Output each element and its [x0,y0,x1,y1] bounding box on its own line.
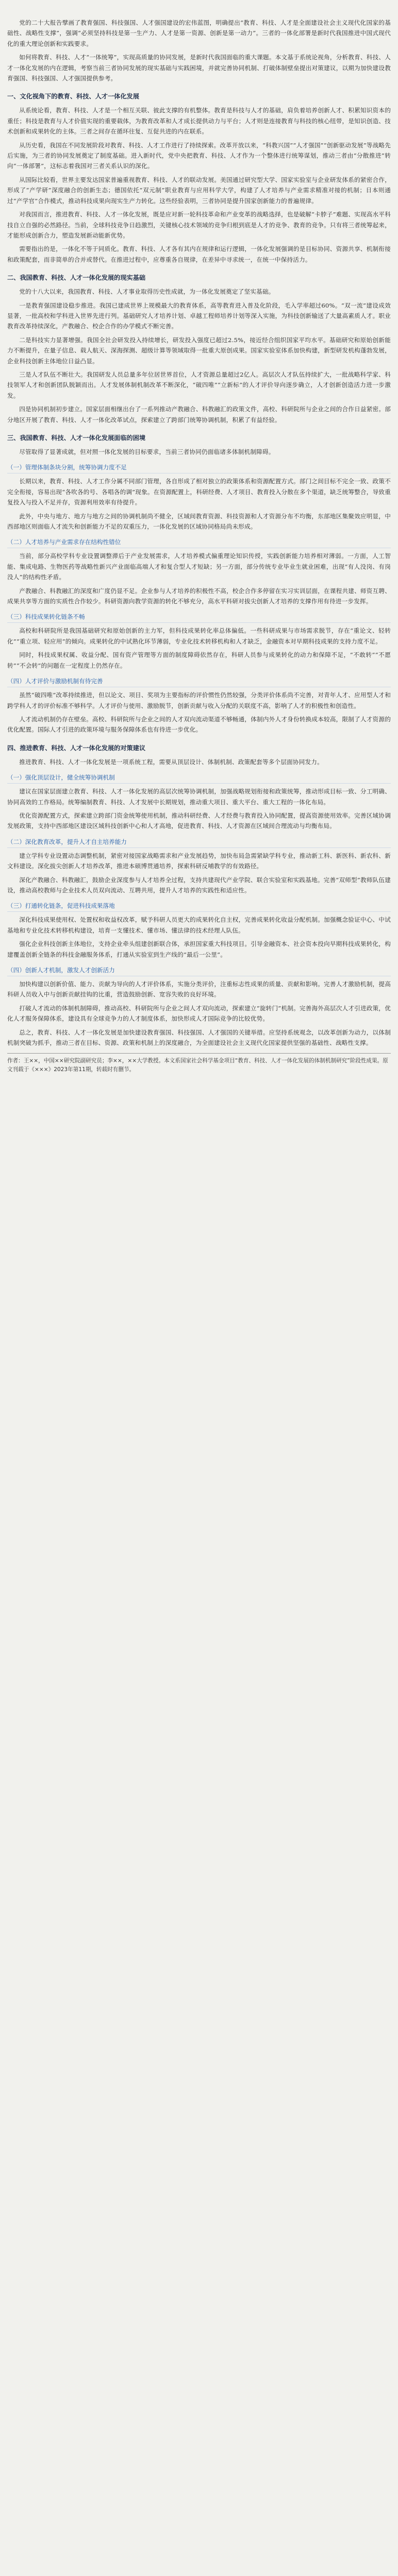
subsection-heading: （三）科技成果转化链条不畅 [7,612,391,623]
body-paragraph: 二是科技实力显著增强。我国全社会研发投入持续增长，研发投入强度已超过2.5%，接近经合组织国家平均水平。基础研究和原始创新能力不断提升，在量子信息、载人航天、深海探测、超级计算等领域取得一批重大原创成果。国家实验室体系加快构建，新型研发机构蓬勃发展，企业科技创新主体地位日益凸显。 [7,336,391,365]
footnote-divider [7,1053,391,1054]
body-paragraph: 优化资源配置方式，探索建立跨部门资金统筹使用机制，推动科研经费、人才经费与教育投入协同配置，提高资源使用效率。完善区域协调发展政策，支持中西部地区建设区域科技创新中心和人才高地，促进教育、科技、人才资源在区域间合理流动与均衡布局。 [7,811,391,830]
section-heading: 二、我国教育、科技、人才一体化发展的现实基础 [7,274,146,282]
body-paragraph: 此外，中央与地方、地方与地方之间的协调机制尚不健全，区域间教育资源、科技资源和人才资源分布不均衡，东部地区集聚效应明显，中西部地区则面临人才流失和创新能力不足的双重压力，一体化发展的区域协同格局尚未形成。 [7,512,391,531]
body-paragraph: 深化科技成果使用权、处置权和收益权改革，赋予科研人员更大的成果转化自主权，完善成果转化收益分配机制。加强概念验证中心、中试基地和专业化技术转移机构建设，培育一支懂技术、懂市场、懂法律的技术经理人队伍。 [7,916,391,934]
body-paragraph: 一是教育强国建设稳步推进。我国已建成世界上规模最大的教育体系，高等教育进入普及化阶段，毛入学率超过60%。“双一流”建设成效显著，一批高校和学科进入世界先进行列。基础研究人才培养计划、卓越工程师培养计划等深入实施，为科技创新输送了大量高素质人才。职业教育改革持续深化，产教融合、校企合作的办学模式不断完善。 [7,301,391,330]
article-footnote: 作者：王××，中国××研究院副研究员；李××，××大学教授。本文系国家社会科学基金项目“教育、科技、人才一体化发展的体制机制研究”阶段性成果。原文刊载于《×××》2023年第11期，转载时有删节。 [7,1058,388,1073]
subsection-heading: （三）打通转化链条，促进科技成果落地 [7,901,391,912]
body-paragraph: 同时，科技成果权属、收益分配、国有资产管理等方面的制度障碍依然存在，科研人员参与成果转化的动力和保障不足，“不敢转”“不愿转”“不会转”的问题在一定程度上仍然存在。 [7,651,391,669]
intro-paragraph: 如何将教育、科技、人才“一体统筹”，实现高质量的协同发展，是新时代我国面临的重大课题。本文基于系统论视角，分析教育、科技、人才一体化发展的内在逻辑，考察当前三者协同发展的现实基础与实践困境，并就完善协同机制、打破体制壁垒提出对策建议，以期为加快建设教育强国、科技强国、人才强国提供参考。 [7,54,391,82]
subsection-heading: （一）管理体制条块分割，统筹协调力度不足 [7,462,391,473]
body-paragraph: 产教融合、科教融汇的深度和广度仍显不足。企业参与人才培养的积极性不高，校企合作多停留在实习实训层面，在课程共建、师资互聘、成果共享等方面的实质性合作较少。科研资源向教学资源的转化不够充分，高水平科研对拔尖创新人才培养的支撑作用有待进一步发挥。 [7,587,391,605]
section-heading: 一、文化视角下的教育、科技、人才一体化发展 [7,93,139,100]
intro-paragraph: 党的二十大报告擘画了教育强国、科技强国、人才强国建设的宏伟蓝图，明确提出“教育、科技、人才是全面建设社会主义现代化国家的基础性、战略性支撑”，强调“必须坚持科技是第一生产力、人才是第一资源、创新是第一动力”。三者的一体化部署是新时代我国推进中国式现代化的重大理论创新和实践要求。 [7,19,391,47]
body-paragraph: 虽然“破四唯”改革持续推进，但以论文、项目、奖项为主要指标的评价惯性仍然较强，分类评价体系尚不完善，对青年人才、应用型人才和跨学科人才的评价标准不够科学。人才评价与使用、激励脱节，创新贡献与收入分配的关联度不高，影响了人才的积极性和创造性。 [7,691,391,709]
body-paragraph: 尽管取得了显著成就，但对照一体化发展的目标要求，当前三者协同仍面临诸多体制机制障碍。 [19,448,275,455]
body-paragraph: 对我国而言，推进教育、科技、人才一体化发展，既是应对新一轮科技革命和产业变革的战略选择，也是破解“卡脖子”难题、实现高水平科技自立自强的必然路径。当前，全球科技竞争日趋激烈，关键核心技术领域的竞争归根到底是人才的竞争、教育的竞争。只有将三者统筹起来，才能形成创新合力，塑造发展新动能新优势。 [7,211,391,239]
body-paragraph: 当前，部分高校学科专业设置调整滞后于产业发展需求，人才培养模式偏重理论知识传授，实践创新能力培养相对薄弱。一方面，人工智能、集成电路、生物医药等战略性新兴产业面临高端人才和复合型人才短缺；另一方面，部分传统专业毕业生就业困难，出现“有人没岗、有岗没人”的结构性矛盾。 [7,552,391,581]
body-paragraph: 加快构建以创新价值、能力、贡献为导向的人才评价体系，实施分类评价，注重标志性成果的质量、贡献和影响。完善人才激励机制，提高科研人员收入中与创新贡献挂钩的比重，营造鼓励创新、宽容失败的良好环境。 [7,980,391,998]
body-paragraph: 三是人才队伍不断壮大。我国研发人员总量多年位居世界首位，人才资源总量超过2亿人。高层次人才队伍持续扩大，一批战略科学家、科技领军人才和创新团队脱颖而出。人才发展体制机制改革不断深化，“破四唯”“立新标”的人才评价导向逐步确立，人才创新创造活力进一步激发。 [7,370,391,399]
body-paragraph: 党的十八大以来，我国教育、科技、人才事业取得历史性成就，为一体化发展奠定了坚实基础。 [19,288,275,296]
body-paragraph: 高校和科研院所是我国基础研究和原始创新的主力军，但科技成果转化率总体偏低。一些科研成果与市场需求脱节，存在“重论文、轻转化”“重立项、轻应用”的倾向。成果转化的中试熟化环节薄弱，专业化技术转移机构和人才缺乏，金融资本对早期科技成果的支持力度不足。 [7,627,391,645]
section-heading: 三、我国教育、科技、人才一体化发展面临的困境 [7,434,146,442]
body-paragraph: 从国际比较看，世界主要发达国家普遍重视教育、科技、人才的联动发展。美国通过研究型大学、国家实验室与企业研发体系的紧密合作，形成了“产学研”深度融合的创新生态；德国依托“双元制”职业教育与应用科学大学，构建了人才培养与产业需求精准对接的机制；日本则通过“产学官”合作模式，推动科技成果向现实生产力转化。这些经验表明，三者协同是提升国家创新能力的普遍规律。 [7,176,391,205]
body-paragraph: 总之，教育、科技、人才一体化发展是加快建设教育强国、科技强国、人才强国的关键举措。应坚持系统观念，以改革创新为动力，以体制机制突破为抓手，推动三者在目标、资源、政策和机制上的深度融合，为全面建设社会主义现代化国家提供坚强的基础性、战略性支撑。 [7,1028,391,1047]
section-1 [7,91,391,265]
subsection-heading: （一）强化顶层设计，健全统筹协调机制 [7,772,391,784]
body-paragraph: 建立学科专业设置动态调整机制，紧密对接国家战略需求和产业发展趋势，加快布局急需紧缺学科专业，推动新工科、新医科、新农科、新文科建设。深化拔尖创新人才培养改革，推进本硕博贯通培养，探索科研反哺教学的有效路径。 [7,852,391,870]
body-paragraph: 从系统论看，教育、科技、人才是一个相互关联、彼此支撑的有机整体。教育是科技与人才的基础，肩负着培养创新人才、积累知识资本的重任；科技是教育与人才价值实现的重要载体，为教育改革和人才成长提供动力与平台；人才则是连接教育与科技的核心纽带，是知识创造、技术创新和成果转化的主体。三者之间存在循环往复、互促共进的内在联系。 [7,107,391,135]
body-paragraph: 打破人才流动的体制机制障碍，推动高校、科研院所与企业之间人才双向流动，探索建立“旋转门”机制。完善海外高层次人才引进政策，优化人才服务保障体系，建设具有全球竞争力的人才制度体系，加快形成人才国际竞争的比较优势。 [7,1004,391,1023]
subsection-heading: （四）人才评价与激励机制有待完善 [7,676,391,687]
section-4 [7,742,391,1048]
subsection-heading: （四）创新人才机制，激发人才创新活力 [7,965,391,976]
body-paragraph: 四是协同机制初步建立。国家层面相继出台了一系列推动产教融合、科教融汇的政策文件，高校、科研院所与企业之间的合作日益紧密。部分地区开展了教育、科技、人才一体化改革试点，探索建立了跨部门统筹协调机制，积累了有益经验。 [7,405,391,423]
subsection-heading: （二）人才培养与产业需求存在结构性错位 [7,537,391,548]
subsection-heading: （二）深化教育改革，提升人才自主培养能力 [7,837,391,848]
body-paragraph: 强化企业科技创新主体地位，支持企业牵头组建创新联合体，承担国家重大科技项目。引导金融资本、社会资本投向早期科技成果转化，构建覆盖创新全链条的科技金融服务体系，打通从实验室到生产线的“最后一公里”。 [7,940,391,958]
section-heading: 四、推进教育、科技、人才一体化发展的对策建议 [7,744,146,752]
body-paragraph: 人才流动机制仍存在壁垒。高校、科研院所与企业之间的人才双向流动渠道不够畅通，体制内外人才身份转换成本较高，限制了人才资源的优化配置。国际人才引进的政策环境与服务保障体系也有待进一步优化。 [7,715,391,734]
body-paragraph: 深化产教融合、科教融汇，鼓励企业深度参与人才培养全过程，支持共建现代产业学院、联合实验室和实践基地。完善“双师型”教师队伍建设，推动高校教师与企业技术人员双向流动、互聘共用，提升人才培养的实践性和适应性。 [7,876,391,894]
body-paragraph: 从历史看，我国在不同发展阶段对教育、科技、人才工作进行了持续探索。改革开放以来，“科教兴国”“人才强国”“创新驱动发展”等战略先后实施，为三者的协同发展奠定了制度基础。进入新时代，党中央把教育、科技、人才作为一个整体进行统筹谋划，推动三者由“分散推进”转向“一体部署”，这标志着我国对三者关系认识的深化。 [7,141,391,170]
body-paragraph: 需要指出的是，一体化不等于同质化。教育、科技、人才各有其内在规律和运行逻辑，一体化发展强调的是目标协同、资源共享、机制衔接和政策配套，而非简单的合并或替代。在推进过程中，应尊重各自规律，在差异中寻求统一，在统一中保持活力。 [7,245,391,263]
body-paragraph: 推进教育、科技、人才一体化发展是一项系统工程，需要从顶层设计、体制机制、政策配套等多个层面协同发力。 [19,758,323,766]
section-2 [7,272,391,425]
body-paragraph: 长期以来，教育、科技、人才工作分属不同部门管理，各自形成了相对独立的政策体系和资源配置方式。部门之间目标不完全一致、政策不完全衔接，容易出现“各吹各的号、各唱各的调”现象。在资源配置上，科研经费、人才项目、教育投入分散在多个渠道，缺乏统筹整合，导致重复投入与投入不足并存，资源利用效率有待提升。 [7,478,391,506]
section-3 [7,432,391,735]
article-intro [7,18,391,83]
body-paragraph: 建议在国家层面建立教育、科技、人才一体化发展的高层次统筹协调机制，加强战略规划衔接和政策统筹，推动形成目标一致、分工明确、协同高效的工作格局。统筹编制教育、科技、人才发展中长期规划，推动重大项目、重大平台、重大工程的一体化布局。 [7,788,391,806]
